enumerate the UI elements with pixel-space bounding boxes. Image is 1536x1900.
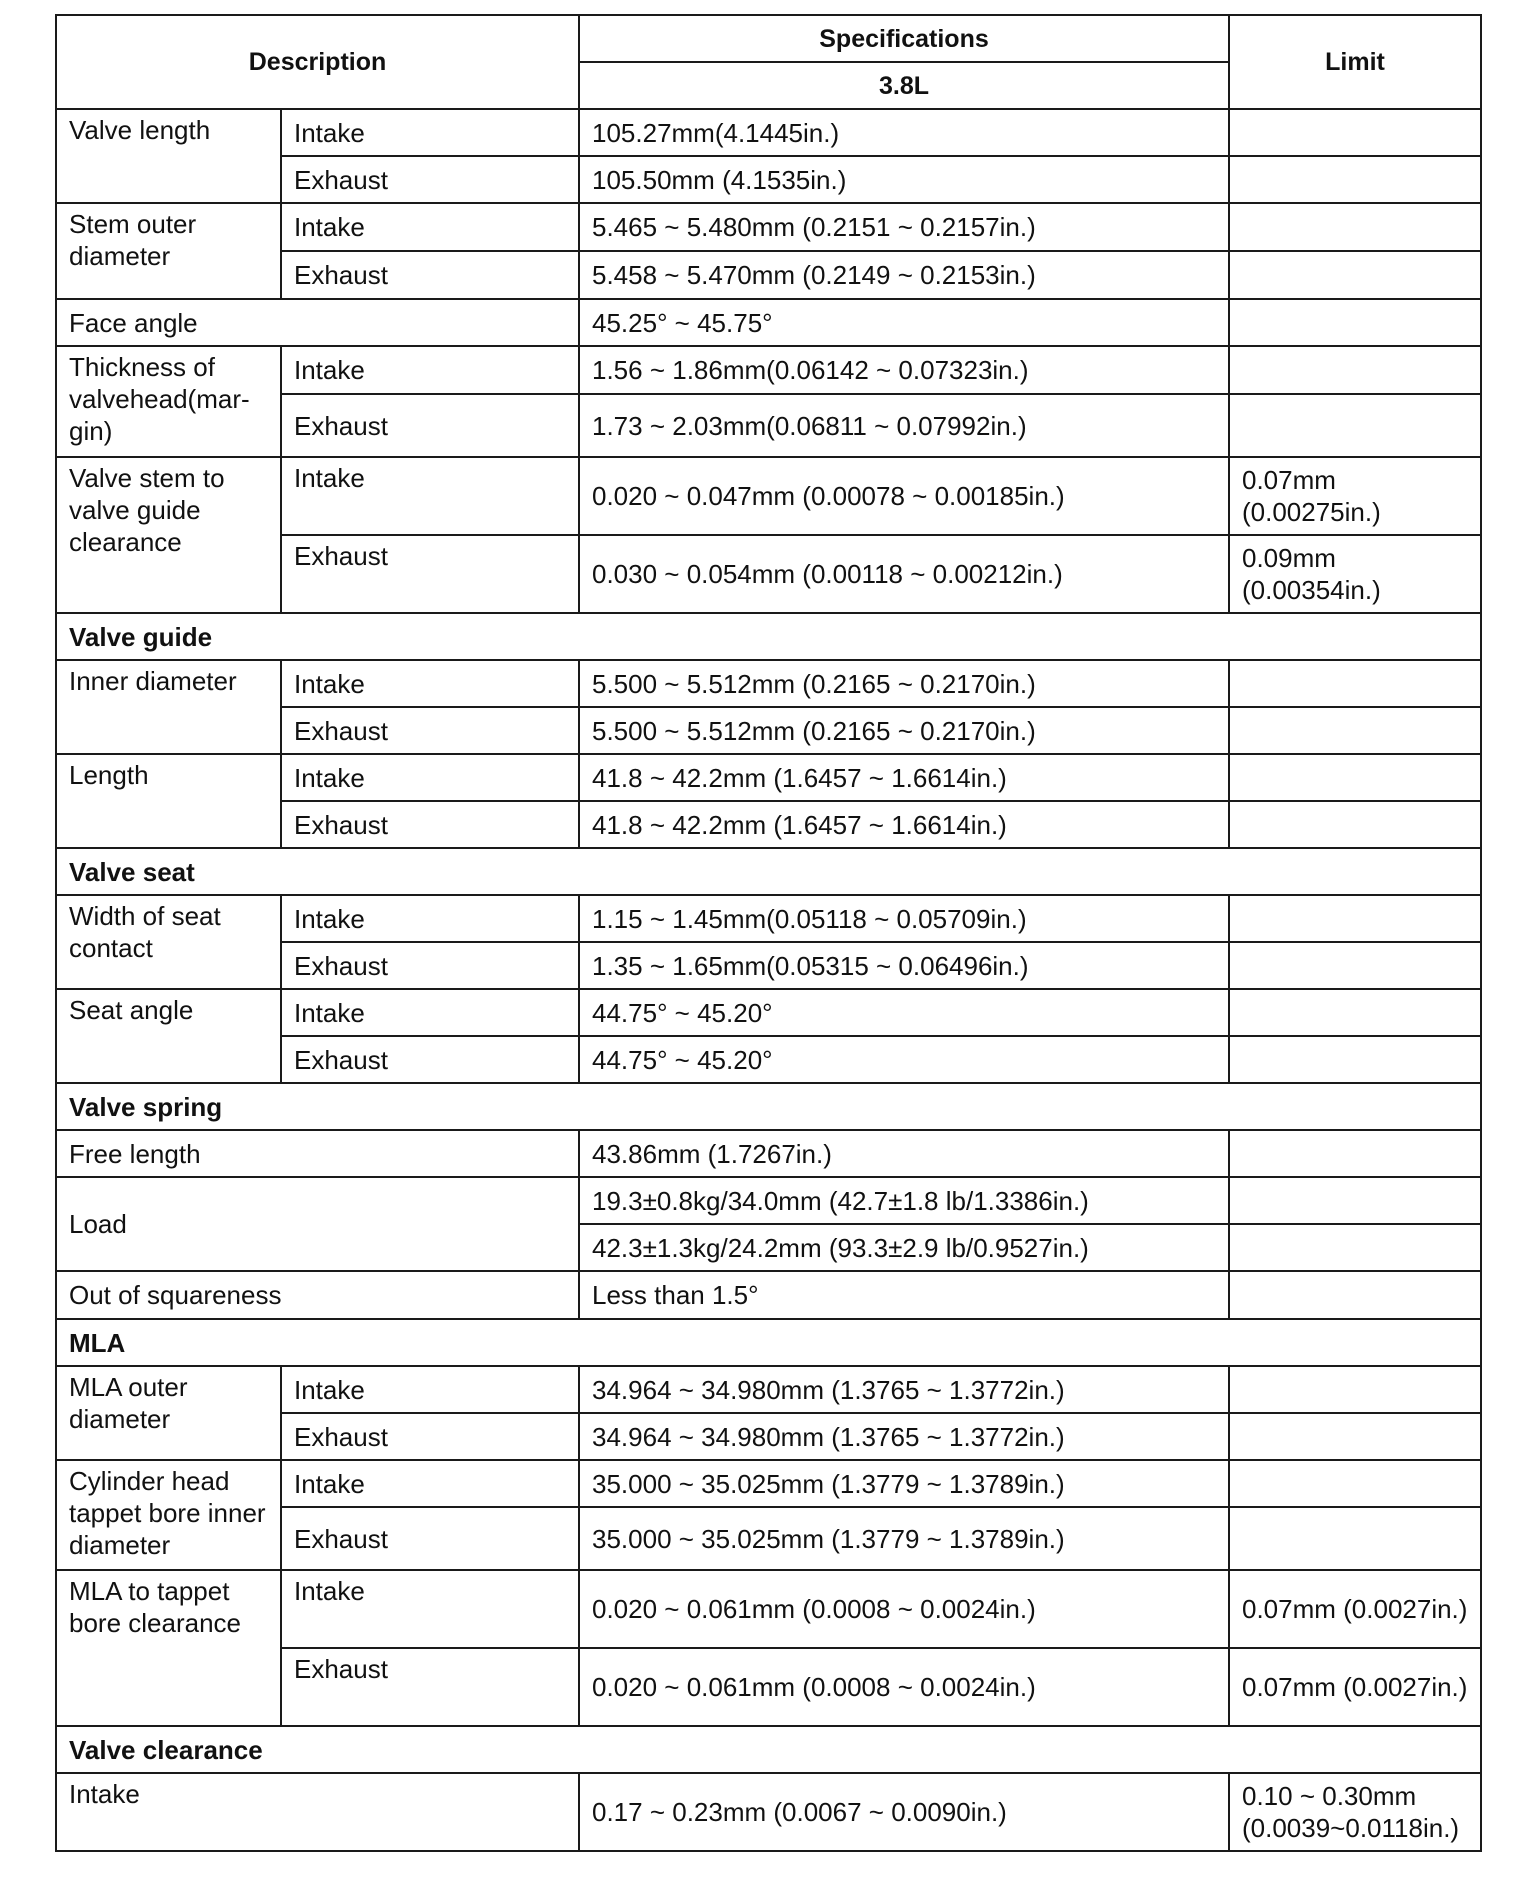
row-label: Intake: [56, 1773, 579, 1851]
table-row: [56, 1460, 1481, 1507]
table-row: [56, 754, 1481, 801]
row-sublabel: Exhaust: [281, 1036, 579, 1083]
row-label: MLA to tappet bore clearance: [56, 1570, 281, 1726]
table-row: [56, 1130, 1481, 1177]
row-spec: 35.000 ~ 35.025mm (1.3779 ~ 1.3789in.): [579, 1507, 1229, 1570]
row-limit: [1229, 754, 1481, 801]
spec-table: [55, 14, 1482, 1852]
row-limit: [1229, 942, 1481, 989]
row-spec: 19.3±0.8kg/34.0mm (42.7±1.8 lb/1.3386in.): [579, 1177, 1229, 1224]
row-limit: [1229, 1177, 1481, 1224]
row-limit: [1229, 801, 1481, 848]
row-label: Thickness of valvehead(mar-gin): [56, 346, 281, 457]
row-label: Inner diameter: [56, 660, 281, 754]
row-spec: 0.030 ~ 0.054mm (0.00118 ~ 0.00212in.): [579, 535, 1229, 613]
row-sublabel: Intake: [281, 457, 579, 535]
row-spec: 42.3±1.3kg/24.2mm (93.3±2.9 lb/0.9527in.): [579, 1224, 1229, 1271]
row-limit: [1229, 394, 1481, 457]
table-row: [56, 1570, 1481, 1648]
row-sublabel: Intake: [281, 989, 579, 1036]
row-limit: [1229, 989, 1481, 1036]
row-sublabel: Exhaust: [281, 1648, 579, 1726]
row-spec: 44.75° ~ 45.20°: [579, 989, 1229, 1036]
row-spec: 1.73 ~ 2.03mm(0.06811 ~ 0.07992in.): [579, 394, 1229, 457]
row-limit: [1229, 1507, 1481, 1570]
row-limit: 0.07mm (0.0027in.): [1229, 1648, 1481, 1726]
row-limit: [1229, 1130, 1481, 1177]
row-spec: 0.17 ~ 0.23mm (0.0067 ~ 0.0090in.): [579, 1773, 1229, 1851]
row-spec: 41.8 ~ 42.2mm (1.6457 ~ 1.6614in.): [579, 754, 1229, 801]
row-spec: 105.50mm (4.1535in.): [579, 156, 1229, 203]
row-limit: [1229, 1366, 1481, 1413]
row-sublabel: Exhaust: [281, 1413, 579, 1460]
row-spec: 44.75° ~ 45.20°: [579, 1036, 1229, 1083]
table-row: [56, 299, 1481, 346]
row-sublabel: Intake: [281, 1570, 579, 1648]
row-label: Cylinder head tappet bore inner diameter: [56, 1460, 281, 1570]
row-spec: 0.020 ~ 0.047mm (0.00078 ~ 0.00185in.): [579, 457, 1229, 535]
header-description: Description: [56, 15, 579, 109]
row-spec: 35.000 ~ 35.025mm (1.3779 ~ 1.3789in.): [579, 1460, 1229, 1507]
row-label: Valve length: [56, 109, 281, 203]
row-spec: 43.86mm (1.7267in.): [579, 1130, 1229, 1177]
row-spec: 45.25° ~ 45.75°: [579, 299, 1229, 346]
row-limit: [1229, 1036, 1481, 1083]
section-heading: Valve guide: [56, 613, 1481, 660]
row-limit: [1229, 109, 1481, 156]
row-sublabel: Intake: [281, 754, 579, 801]
row-label: Out of squareness: [56, 1271, 579, 1319]
table-row: [56, 1177, 1481, 1224]
row-label: Seat angle: [56, 989, 281, 1083]
row-label: Face angle: [56, 299, 579, 346]
row-label: Free length: [56, 1130, 579, 1177]
row-limit: [1229, 299, 1481, 346]
row-sublabel: Exhaust: [281, 156, 579, 203]
header-limit: Limit: [1229, 15, 1481, 109]
header-specifications: Specifications: [579, 15, 1229, 62]
row-spec: 105.27mm(4.1445in.): [579, 109, 1229, 156]
row-limit: 0.07mm (0.0027in.): [1229, 1570, 1481, 1648]
row-spec: 1.56 ~ 1.86mm(0.06142 ~ 0.07323in.): [579, 346, 1229, 394]
section-heading: MLA: [56, 1319, 1481, 1366]
table-row: [56, 1366, 1481, 1413]
row-label: Width of seat contact: [56, 895, 281, 989]
row-spec: Less than 1.5°: [579, 1271, 1229, 1319]
row-sublabel: Exhaust: [281, 535, 579, 613]
row-limit: [1229, 203, 1481, 251]
row-label: Load: [56, 1177, 579, 1271]
row-sublabel: Intake: [281, 203, 579, 251]
table-row: [56, 660, 1481, 707]
row-spec: 0.020 ~ 0.061mm (0.0008 ~ 0.0024in.): [579, 1648, 1229, 1726]
row-limit: [1229, 156, 1481, 203]
section-heading: Valve spring: [56, 1083, 1481, 1130]
row-spec: 0.020 ~ 0.061mm (0.0008 ~ 0.0024in.): [579, 1570, 1229, 1648]
row-label: MLA outer diameter: [56, 1366, 281, 1460]
row-label: Valve stem to valve guide clearance: [56, 457, 281, 613]
section-heading: Valve seat: [56, 848, 1481, 895]
section-heading: Valve clearance: [56, 1726, 1481, 1773]
row-limit: 0.10 ~ 0.30mm (0.0039~0.0118in.): [1229, 1773, 1481, 1851]
row-sublabel: Intake: [281, 660, 579, 707]
section-row: [56, 848, 1481, 895]
row-spec: 1.35 ~ 1.65mm(0.05315 ~ 0.06496in.): [579, 942, 1229, 989]
section-row: [56, 1083, 1481, 1130]
table-row: [56, 989, 1481, 1036]
table-row: [56, 346, 1481, 394]
section-row: [56, 613, 1481, 660]
header-row: [56, 15, 1481, 62]
row-sublabel: Intake: [281, 895, 579, 942]
row-spec: 5.465 ~ 5.480mm (0.2151 ~ 0.2157in.): [579, 203, 1229, 251]
table-row: [56, 203, 1481, 251]
row-limit: 0.07mm (0.00275in.): [1229, 457, 1481, 535]
row-limit: [1229, 346, 1481, 394]
row-spec: 34.964 ~ 34.980mm (1.3765 ~ 1.3772in.): [579, 1413, 1229, 1460]
row-sublabel: Intake: [281, 1460, 579, 1507]
row-spec: 5.458 ~ 5.470mm (0.2149 ~ 0.2153in.): [579, 251, 1229, 299]
row-sublabel: Intake: [281, 109, 579, 156]
row-sublabel: Exhaust: [281, 942, 579, 989]
section-row: [56, 1726, 1481, 1773]
row-spec: 41.8 ~ 42.2mm (1.6457 ~ 1.6614in.): [579, 801, 1229, 848]
table-row: [56, 109, 1481, 156]
row-limit: [1229, 1271, 1481, 1319]
row-limit: [1229, 1224, 1481, 1271]
table-row: [56, 1271, 1481, 1319]
row-sublabel: Intake: [281, 1366, 579, 1413]
row-limit: [1229, 1460, 1481, 1507]
section-row: [56, 1319, 1481, 1366]
row-limit: 0.09mm (0.00354in.): [1229, 535, 1481, 613]
row-limit: [1229, 895, 1481, 942]
row-sublabel: Intake: [281, 346, 579, 394]
row-limit: [1229, 707, 1481, 754]
table-row: [56, 895, 1481, 942]
header-engine: 3.8L: [579, 62, 1229, 109]
row-limit: [1229, 1413, 1481, 1460]
row-sublabel: Exhaust: [281, 1507, 579, 1570]
row-limit: [1229, 251, 1481, 299]
row-spec: 34.964 ~ 34.980mm (1.3765 ~ 1.3772in.): [579, 1366, 1229, 1413]
table-row: [56, 1773, 1481, 1851]
row-sublabel: Exhaust: [281, 801, 579, 848]
row-label: Stem outer diameter: [56, 203, 281, 299]
row-spec: 5.500 ~ 5.512mm (0.2165 ~ 0.2170in.): [579, 660, 1229, 707]
row-sublabel: Exhaust: [281, 394, 579, 457]
table-row: [56, 457, 1481, 535]
row-sublabel: Exhaust: [281, 707, 579, 754]
row-spec: 1.15 ~ 1.45mm(0.05118 ~ 0.05709in.): [579, 895, 1229, 942]
row-label: Length: [56, 754, 281, 848]
row-limit: [1229, 660, 1481, 707]
row-spec: 5.500 ~ 5.512mm (0.2165 ~ 0.2170in.): [579, 707, 1229, 754]
row-sublabel: Exhaust: [281, 251, 579, 299]
